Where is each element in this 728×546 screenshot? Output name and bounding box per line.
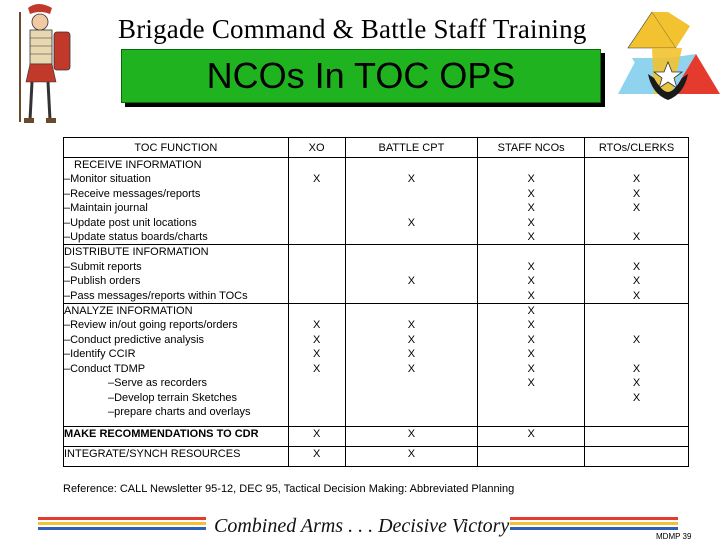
rtos-cell bbox=[585, 245, 689, 304]
table-row bbox=[64, 447, 689, 467]
footer-motto: Combined Arms . . . Decisive Victory bbox=[214, 515, 510, 537]
task-item: –Maintain journal bbox=[64, 202, 148, 215]
mark: X bbox=[407, 319, 416, 332]
function-cell bbox=[64, 245, 289, 304]
rtos-cell bbox=[585, 304, 689, 427]
column-header: XO bbox=[288, 138, 345, 158]
section-heading: INTEGRATE/SYNCH RESOURCES bbox=[64, 447, 289, 467]
section-heading: ANALYZE INFORMATION bbox=[64, 305, 193, 318]
left-stripes bbox=[38, 517, 206, 537]
armor-branch-emblem-icon bbox=[612, 8, 724, 120]
task-item: –Identify CCIR bbox=[64, 348, 136, 361]
task-item: –Update status boards/charts bbox=[64, 231, 208, 244]
table-header-row bbox=[64, 138, 689, 158]
mark: X bbox=[527, 319, 535, 332]
mark: X bbox=[407, 348, 416, 361]
mark: X bbox=[527, 275, 535, 288]
table-row bbox=[64, 304, 689, 427]
task-item: –Monitor situation bbox=[64, 173, 151, 186]
battle-cpt-cell bbox=[345, 304, 478, 427]
reference-note: Reference: CALL Newsletter 95-12, DEC 95, Tactical Decision Making: Abbreviated Planning bbox=[63, 483, 515, 495]
mark: X bbox=[632, 377, 641, 390]
mark: X bbox=[407, 362, 416, 375]
mark: X bbox=[527, 377, 535, 390]
mark: X bbox=[527, 216, 535, 229]
right-stripes bbox=[510, 517, 678, 537]
mark: X bbox=[527, 305, 535, 318]
task-item: –Update post unit locations bbox=[64, 216, 197, 229]
mark: X bbox=[407, 275, 416, 288]
xo-cell: X bbox=[288, 427, 345, 447]
battle-cpt-cell bbox=[345, 158, 478, 245]
battle-cpt-cell: X bbox=[345, 427, 478, 447]
mark: X bbox=[527, 173, 535, 186]
xo-cell bbox=[288, 304, 345, 427]
mark: X bbox=[632, 289, 641, 302]
mark: X bbox=[632, 260, 641, 273]
battle-cpt-cell bbox=[345, 245, 478, 304]
task-item: –Conduct predictive analysis bbox=[64, 333, 205, 346]
column-header: RTOs/CLERKS bbox=[585, 138, 689, 158]
task-item: –Publish orders bbox=[64, 275, 141, 288]
column-header: TOC FUNCTION bbox=[64, 138, 289, 158]
mark: X bbox=[527, 289, 535, 302]
xo-cell: X bbox=[288, 447, 345, 467]
mark: X bbox=[527, 260, 535, 273]
mark: X bbox=[632, 173, 641, 186]
toc-function-table bbox=[63, 137, 689, 467]
battle-cpt-cell: X bbox=[345, 447, 478, 467]
mark: X bbox=[632, 187, 641, 200]
table-row bbox=[64, 245, 689, 304]
function-cell bbox=[64, 158, 289, 245]
task-item: –Conduct TDMP bbox=[64, 362, 146, 375]
mark: X bbox=[407, 173, 416, 186]
banner-title: NCOs In TOC OPS bbox=[206, 55, 516, 96]
roman-soldier-icon bbox=[8, 2, 84, 134]
mark: X bbox=[527, 231, 535, 244]
rtos-cell bbox=[585, 158, 689, 245]
column-header: BATTLE CPT bbox=[345, 138, 478, 158]
mark: X bbox=[527, 362, 535, 375]
sub-task-item: –Serve as recorders bbox=[108, 377, 208, 390]
task-item: –Review in/out going reports/orders bbox=[64, 319, 238, 332]
staff-ncos-cell bbox=[478, 245, 585, 304]
xo-cell bbox=[288, 158, 345, 245]
table-row bbox=[64, 158, 689, 245]
table-row bbox=[64, 427, 689, 447]
section-heading: DISTRIBUTE INFORMATION bbox=[64, 246, 209, 259]
staff-ncos-cell bbox=[478, 158, 585, 245]
mark: X bbox=[632, 391, 641, 404]
mark: X bbox=[527, 333, 535, 346]
mark: X bbox=[632, 362, 641, 375]
rtos-cell bbox=[585, 447, 689, 467]
task-item: –Receive messages/reports bbox=[64, 187, 201, 200]
task-item: –Pass messages/reports within TOCs bbox=[64, 289, 248, 302]
slide-header-title: Brigade Command & Battle Staff Training bbox=[118, 14, 587, 44]
mark: X bbox=[632, 202, 641, 215]
title-banner bbox=[121, 49, 601, 103]
sub-task-item: –prepare charts and overlays bbox=[108, 405, 251, 418]
mark: X bbox=[527, 348, 535, 361]
mark: X bbox=[312, 333, 321, 346]
mark: X bbox=[527, 187, 535, 200]
mark: X bbox=[312, 319, 321, 332]
mark: X bbox=[312, 348, 321, 361]
task-item: –Submit reports bbox=[64, 260, 142, 273]
column-header: STAFF NCOs bbox=[478, 138, 585, 158]
mark: X bbox=[312, 362, 321, 375]
mark: X bbox=[632, 231, 641, 244]
mark: X bbox=[632, 333, 641, 346]
section-heading: RECEIVE INFORMATION bbox=[74, 159, 202, 171]
section-heading: MAKE RECOMMENDATIONS TO CDR bbox=[64, 427, 289, 447]
rtos-cell bbox=[585, 427, 689, 447]
mark: X bbox=[407, 216, 416, 229]
staff-ncos-cell bbox=[478, 304, 585, 427]
xo-cell bbox=[288, 245, 345, 304]
staff-ncos-cell bbox=[478, 447, 585, 467]
sub-task-item: –Develop terrain Sketches bbox=[108, 391, 238, 404]
mark: X bbox=[312, 173, 321, 186]
staff-ncos-cell: X bbox=[478, 427, 585, 447]
page-number: MDMP 39 bbox=[656, 532, 692, 541]
mark: X bbox=[527, 202, 535, 215]
mark: X bbox=[632, 275, 641, 288]
mark: X bbox=[407, 333, 416, 346]
function-cell bbox=[64, 304, 289, 427]
